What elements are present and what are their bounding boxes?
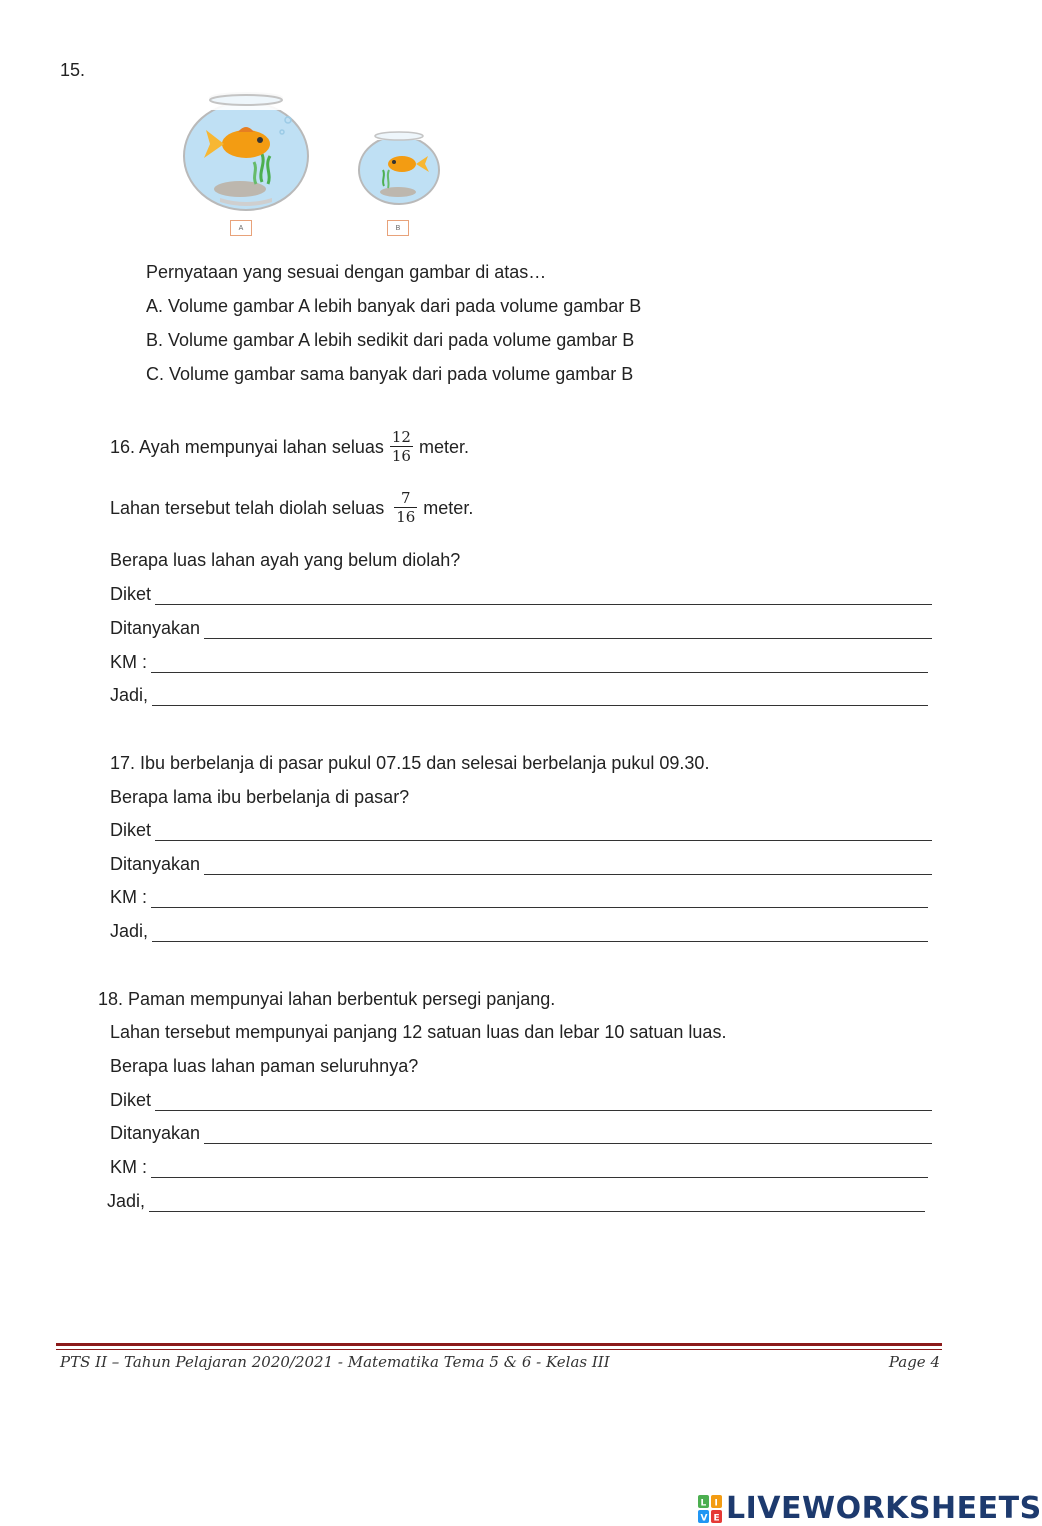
fraction-numerator: 12	[391, 428, 411, 446]
q16-line-1	[110, 428, 469, 465]
svg-text:E: E	[713, 1513, 720, 1523]
q18-line-2: Lahan tersebut mempunyai panjang 12 satuan luas dan lebar 10 satuan luas.	[110, 1022, 727, 1042]
q16-question: Berapa luas lahan ayah yang belum diolah?	[110, 550, 461, 570]
fraction-denominator: 16	[391, 447, 411, 465]
liveworksheets-brand-text: LIVEWORKSHEETS	[726, 1491, 1042, 1526]
q15-option-b: B. Volume gambar A lebih sedikit dari pada volume gambar B	[146, 330, 635, 350]
q16-line2-text: Lahan tersebut telah diolah seluas	[110, 497, 385, 518]
q18-ditanyakan-row	[110, 1122, 932, 1144]
footer-left-text: PTS II – Tahun Pelajaran 2020/2021 - Matematika Tema 5 & 6 - Kelas III	[60, 1353, 610, 1371]
q15-prompt: Pernyataan yang sesuai dengan gambar di atas…	[146, 262, 547, 282]
q16-jadi-row	[110, 684, 928, 706]
jadi-label: Jadi,	[110, 921, 149, 941]
jadi-label: Jadi,	[107, 1191, 146, 1211]
km-label: KM :	[110, 652, 148, 672]
q18-question: Berapa luas lahan paman seluruhnya?	[110, 1056, 419, 1076]
fraction-denominator: 16	[396, 508, 416, 526]
q17-ditanyakan-answer-line[interactable]	[204, 858, 932, 875]
q16-km-row	[110, 651, 928, 673]
svg-text:L: L	[700, 1498, 707, 1508]
q16-fraction-processed	[394, 489, 417, 526]
fishbowl-b-image	[358, 130, 442, 206]
q16-ditanyakan-answer-line[interactable]	[204, 622, 932, 639]
fishbowl-a-label: A	[230, 220, 252, 236]
q17-km-answer-line[interactable]	[151, 891, 928, 908]
footer-divider-thin	[56, 1349, 942, 1350]
q18-diket-answer-line[interactable]	[155, 1094, 932, 1111]
q15-option-c: C. Volume gambar sama banyak dari pada volume gambar B	[146, 364, 634, 384]
q17-question: Berapa lama ibu berbelanja di pasar?	[110, 787, 410, 807]
svg-text:V: V	[700, 1513, 708, 1523]
km-label: KM :	[110, 1157, 148, 1177]
liveworksheets-logo-icon	[698, 1495, 722, 1523]
fishbowl-b-label: B	[387, 220, 409, 236]
question-number-15: 15.	[60, 60, 86, 80]
svg-text:I: I	[714, 1498, 718, 1508]
ditanyakan-label: Ditanyakan	[110, 1123, 201, 1143]
q17-line-1: 17. Ibu berbelanja di pasar pukul 07.15 dan selesai berbelanja pukul 09.30.	[110, 753, 710, 773]
jadi-label: Jadi,	[110, 685, 149, 705]
fishbowl-a-image	[180, 92, 315, 210]
footer-divider-thick	[56, 1343, 942, 1346]
q15-option-a: A. Volume gambar A lebih banyak dari pada volume gambar B	[146, 296, 642, 316]
fraction-numerator: 7	[400, 489, 411, 507]
diket-label: Diket	[110, 1090, 152, 1110]
q18-jadi-answer-line[interactable]	[149, 1195, 925, 1212]
q17-diket-row	[110, 819, 932, 841]
q16-diket-answer-line[interactable]	[155, 588, 932, 605]
liveworksheets-logo[interactable]	[698, 1491, 1042, 1526]
q18-diket-row	[110, 1089, 932, 1111]
q17-km-row	[110, 886, 928, 908]
q17-jadi-answer-line[interactable]	[152, 925, 928, 942]
diket-label: Diket	[110, 584, 152, 604]
q16-line2-unit: meter.	[423, 497, 474, 518]
q17-jadi-row	[110, 920, 928, 942]
ditanyakan-label: Ditanyakan	[110, 854, 201, 874]
q16-km-answer-line[interactable]	[151, 656, 928, 673]
km-label: KM :	[110, 887, 148, 907]
q17-diket-answer-line[interactable]	[155, 824, 932, 841]
diket-label: Diket	[110, 820, 152, 840]
q16-fraction-total	[390, 428, 413, 465]
q16-ditanyakan-row	[110, 617, 932, 639]
q18-line-1: 18. Paman mempunyai lahan berbentuk persegi panjang.	[98, 989, 556, 1009]
q18-jadi-row	[107, 1190, 925, 1212]
q16-line-2	[110, 489, 473, 526]
q16-diket-row	[110, 583, 932, 605]
q16-line1-text: 16. Ayah mempunyai lahan seluas	[110, 436, 384, 457]
q16-jadi-answer-line[interactable]	[152, 689, 928, 706]
q18-km-row	[110, 1156, 928, 1178]
q18-km-answer-line[interactable]	[151, 1161, 928, 1178]
ditanyakan-label: Ditanyakan	[110, 618, 201, 638]
q17-ditanyakan-row	[110, 853, 932, 875]
q16-line1-unit: meter.	[418, 436, 469, 457]
footer-page-number: Page 4	[888, 1353, 940, 1371]
q18-ditanyakan-answer-line[interactable]	[204, 1127, 932, 1144]
